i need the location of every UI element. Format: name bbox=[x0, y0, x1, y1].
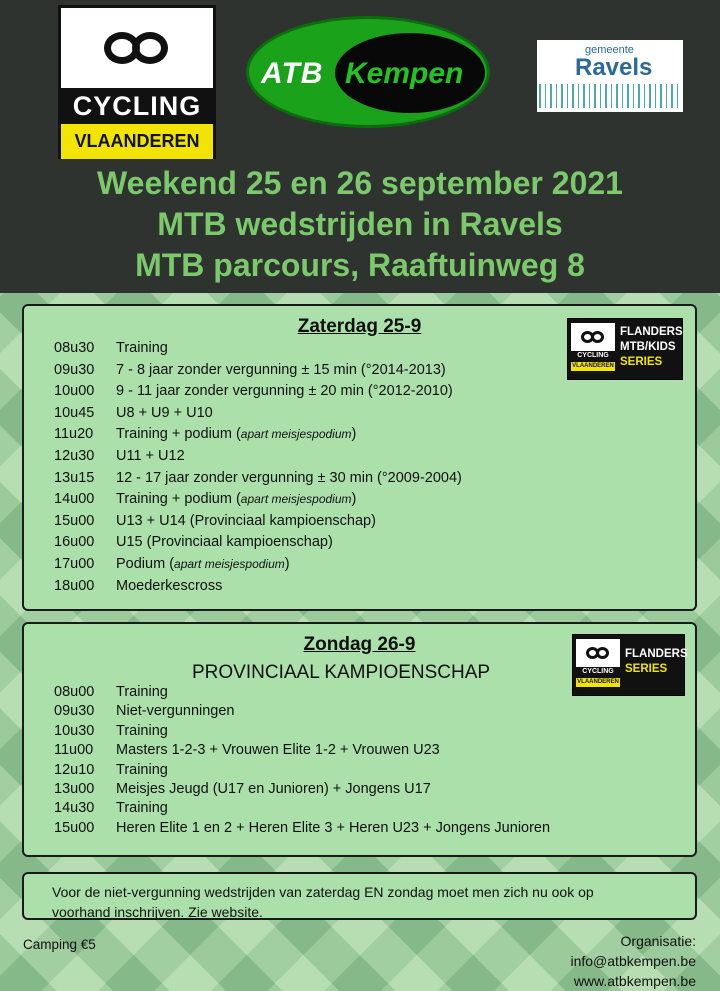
schedule-row bbox=[54, 684, 168, 700]
schedule-time: 18u00 bbox=[54, 577, 95, 594]
schedule-time: 13u00 bbox=[54, 781, 95, 797]
sunday-title: Zondag 26-9 bbox=[303, 634, 416, 655]
schedule-description: Training bbox=[116, 761, 168, 778]
organisation-info bbox=[570, 931, 696, 991]
schedule-row bbox=[54, 578, 222, 594]
flanders-mtb-kids-series-badge bbox=[567, 318, 683, 380]
schedule-note: apart meisjespodium bbox=[174, 557, 285, 571]
notice-line-2: voorhand inschrijven. Zie website. bbox=[52, 904, 263, 920]
schedule-description: Podium ( bbox=[116, 556, 175, 572]
logo-text-kempen: Kempen bbox=[345, 57, 464, 90]
schedule-time: 11u20 bbox=[54, 426, 94, 443]
schedule-description: Masters 1-2-3 + Vrouwen Elite 1-2 + Vrouwen U23 bbox=[116, 742, 440, 759]
schedule-row: 17u00 Podium (apart meisjespodium) bbox=[54, 556, 290, 572]
infinity-icon bbox=[586, 646, 610, 660]
logo-text-atb: ATB bbox=[261, 57, 324, 90]
schedule-description: Training + podium ( bbox=[116, 491, 241, 508]
schedule-note: apart meisjespodium bbox=[240, 492, 352, 507]
schedule-description: Training bbox=[116, 340, 168, 356]
schedule-row bbox=[54, 448, 185, 464]
schedule-time: 13u15 bbox=[54, 469, 95, 486]
schedule-time: 09u30 bbox=[54, 361, 95, 378]
organisation-label: Organisatie: bbox=[620, 933, 696, 949]
schedule-description: Heren Elite 1 en 2 + Heren Elite 3 + Heren U23 + Jongens Junioren bbox=[116, 819, 551, 836]
atb-kempen-logo bbox=[246, 16, 490, 128]
logo-text-vlaanderen: VLAANDEREN bbox=[61, 124, 213, 159]
badge-vlaanderen-text: VLAANDEREN bbox=[577, 679, 619, 685]
schedule-time: 10u45 bbox=[54, 404, 95, 421]
schedule-time: 09u30 bbox=[54, 703, 95, 720]
schedule-row bbox=[54, 534, 333, 550]
camping-price: Camping €5 bbox=[23, 937, 96, 952]
schedule-row bbox=[54, 513, 376, 529]
headline-location: MTB parcours, Raaftuinweg 8 bbox=[135, 247, 585, 283]
schedule-row: 14u00 Training + podium (apart meisjespodium) bbox=[54, 491, 357, 508]
schedule-description: U15 (Provinciaal kampioenschap) bbox=[116, 534, 333, 551]
schedule-time: 14u00 bbox=[54, 491, 95, 508]
schedule-description: 12 - 17 jaar zonder vergunning ± 30 min (°2009-2004) bbox=[116, 469, 462, 486]
schedule-description: 7 - 8 jaar zonder vergunning ± 15 min (°2014-2013) bbox=[116, 361, 446, 378]
headline-event: MTB wedstrijden in Ravels bbox=[157, 206, 563, 242]
schedule-time: 10u30 bbox=[54, 722, 95, 739]
infinity-icon bbox=[102, 28, 172, 68]
flanders-series-badge bbox=[572, 634, 688, 696]
schedule-row bbox=[54, 340, 168, 356]
schedule-description: Training bbox=[116, 722, 168, 739]
saturday-title: Zaterdag 25-9 bbox=[297, 316, 422, 337]
schedule-time: 17u00 bbox=[54, 556, 95, 572]
schedule-time: 15u00 bbox=[54, 819, 95, 836]
schedule-description: U11 + U12 bbox=[116, 448, 185, 464]
headline-date: Weekend 25 en 26 september 2021 bbox=[97, 165, 623, 201]
schedule-row bbox=[54, 405, 213, 421]
schedule-row bbox=[54, 362, 446, 378]
schedule-row bbox=[54, 762, 168, 778]
schedule-row: 11u20 Training + podium (apart meisjespodium) bbox=[54, 426, 357, 443]
registration-notice-panel bbox=[22, 872, 697, 920]
schedule-description: Niet-vergunningen bbox=[116, 703, 235, 720]
schedule-description: Moederkescross bbox=[116, 577, 223, 594]
schedule-row bbox=[54, 800, 168, 816]
schedule-time: 12u10 bbox=[54, 761, 95, 778]
sunday-subtitle: PROVINCIAAL KAMPIOENSCHAP bbox=[192, 662, 491, 683]
schedule-time: 10u00 bbox=[54, 383, 95, 400]
gemeente-ravels-logo bbox=[537, 40, 683, 112]
schedule-time: 15u00 bbox=[54, 512, 95, 529]
schedule-description: U13 + U14 (Provinciaal kampioenschap) bbox=[116, 512, 376, 529]
schedule-description: Training bbox=[116, 800, 168, 817]
cycling-vlaanderen-logo bbox=[58, 5, 216, 159]
badge-flanders-text: FLANDERS bbox=[625, 648, 688, 660]
schedule-row bbox=[54, 781, 431, 797]
badge-cycling-text: CYCLING bbox=[571, 351, 615, 362]
schedule-description: Training bbox=[116, 684, 168, 700]
registration-notice bbox=[52, 882, 692, 922]
logo-text-gemeente: gemeente bbox=[585, 44, 634, 56]
logo-text-cycling: CYCLING bbox=[61, 88, 213, 124]
logo-text-ravels: Ravels bbox=[575, 54, 653, 81]
schedule-description: Training + podium ( bbox=[116, 426, 241, 443]
schedule-row bbox=[54, 820, 550, 836]
schedule-time: 08u30 bbox=[54, 340, 95, 356]
badge-cycling-text: CYCLING bbox=[576, 667, 620, 678]
badge-flanders-text: FLANDERS bbox=[620, 326, 683, 338]
saturday-panel bbox=[22, 304, 697, 611]
badge-series-text: SERIES bbox=[620, 356, 663, 368]
schedule-time: 08u00 bbox=[54, 684, 95, 700]
schedule-note: apart meisjespodium bbox=[240, 427, 352, 442]
header-banner bbox=[0, 0, 720, 293]
schedule-description: 9 - 11 jaar zonder vergunning ± 20 min (°2012-2010) bbox=[116, 383, 453, 400]
schedule-time: 12u30 bbox=[54, 448, 95, 464]
schedule-row bbox=[54, 742, 440, 758]
schedule-row bbox=[54, 470, 462, 486]
schedule-row bbox=[54, 703, 235, 719]
sunday-panel bbox=[22, 622, 697, 857]
badge-series-text: SERIES bbox=[625, 663, 668, 675]
schedule-description: Meisjes Jeugd (U17 en Junioren) + Jongens U17 bbox=[116, 781, 431, 797]
schedule-time: 16u00 bbox=[54, 534, 95, 551]
badge-mtb-kids-text: MTB/KIDS bbox=[620, 341, 676, 353]
infinity-icon bbox=[581, 330, 605, 344]
organisation-website[interactable]: www.atbkempen.be bbox=[573, 973, 696, 989]
ravels-bars-graphic bbox=[539, 84, 681, 108]
schedule-time: 14u30 bbox=[54, 800, 95, 817]
schedule-row bbox=[54, 723, 168, 739]
badge-vlaanderen-text: VLAANDEREN bbox=[572, 363, 614, 369]
schedule-time: 11u00 bbox=[54, 742, 94, 759]
schedule-row bbox=[54, 383, 453, 399]
notice-line-1: Voor de niet-vergunning wedstrijden van zaterdag EN zondag moet men zich nu ook op bbox=[52, 884, 594, 900]
organisation-email[interactable]: info@atbkempen.be bbox=[570, 953, 696, 969]
schedule-description: U8 + U9 + U10 bbox=[116, 404, 213, 421]
